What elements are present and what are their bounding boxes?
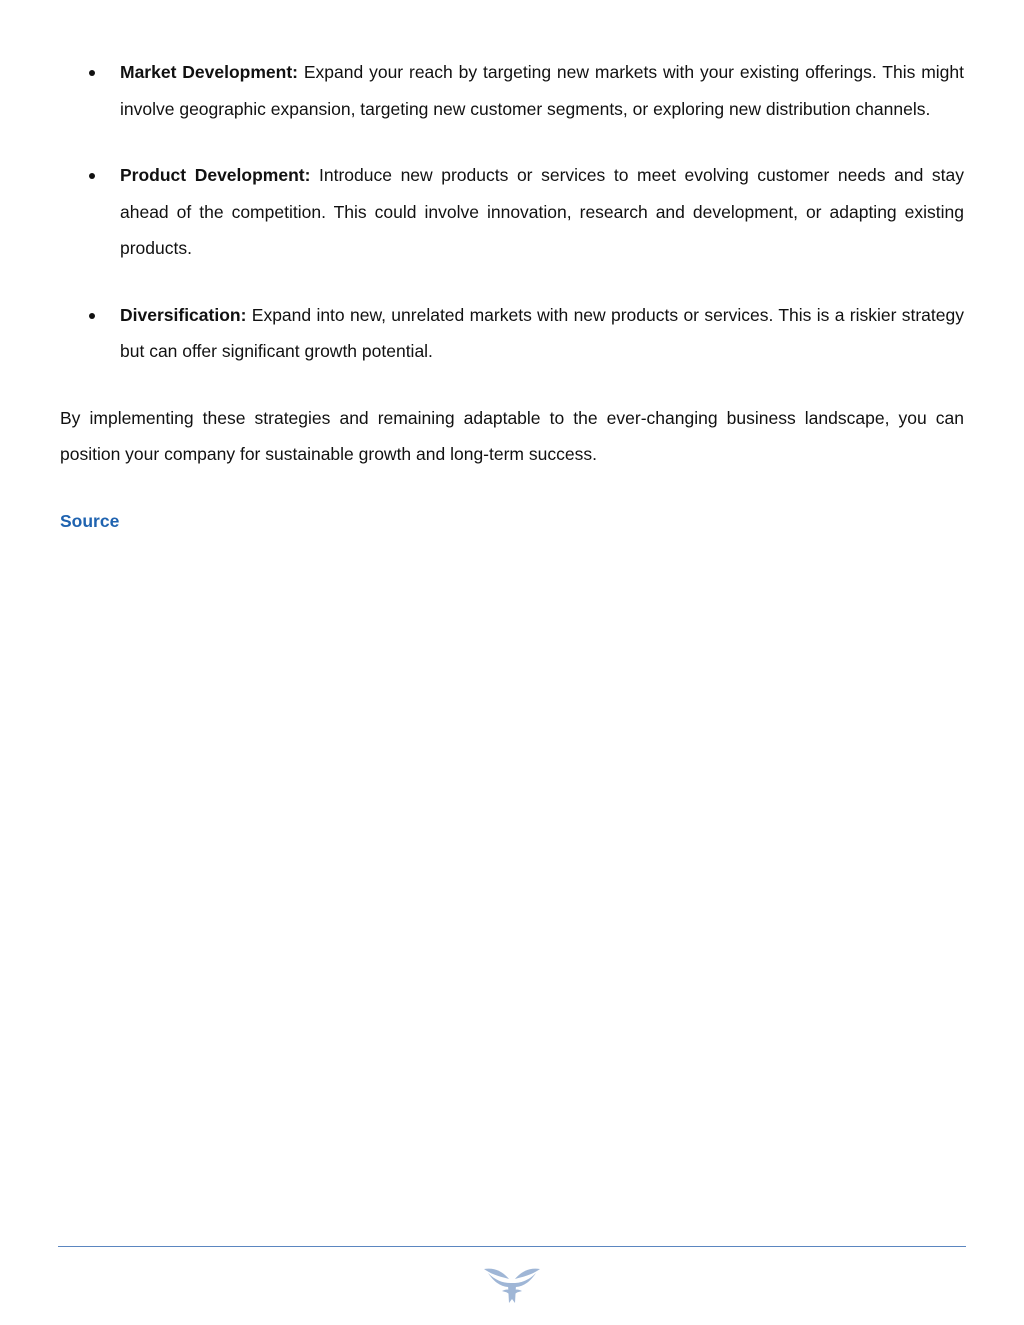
bullet-icon <box>89 173 95 179</box>
bullet-icon <box>89 313 95 319</box>
source-link[interactable]: Source <box>60 510 120 531</box>
bullet-icon <box>89 70 95 76</box>
list-item-text: Expand your reach by targeting new markets with your existing offerings. This might involve geographic expansion, targeting new customer segments, or exploring new distribution channels. <box>120 62 964 119</box>
bird-logo-icon <box>482 1261 542 1305</box>
list-item-market-development <box>60 54 964 127</box>
strategy-list <box>60 54 964 370</box>
list-item-text: Introduce new products or services to meet evolving customer needs and stay ahead of the competition. This could involve innovation, research and development, or adapting existing products. <box>120 165 964 258</box>
list-item-term: Product Development: <box>120 165 311 185</box>
list-item-diversification <box>60 297 964 370</box>
conclusion-paragraph: By implementing these strategies and remaining adaptable to the ever-changing business landscape, you can position your company for sustainable growth and long-term success. <box>60 407 964 464</box>
list-item-product-development <box>60 157 964 267</box>
list-item-term: Market Development: <box>120 62 298 82</box>
document-page <box>60 54 964 539</box>
list-item-term: Diversification: <box>120 304 247 325</box>
footer-divider <box>58 1246 966 1247</box>
list-item-text: Expand into new, unrelated markets with new products or services. This is a riskier strategy but can offer significant growth potential. <box>120 304 964 361</box>
